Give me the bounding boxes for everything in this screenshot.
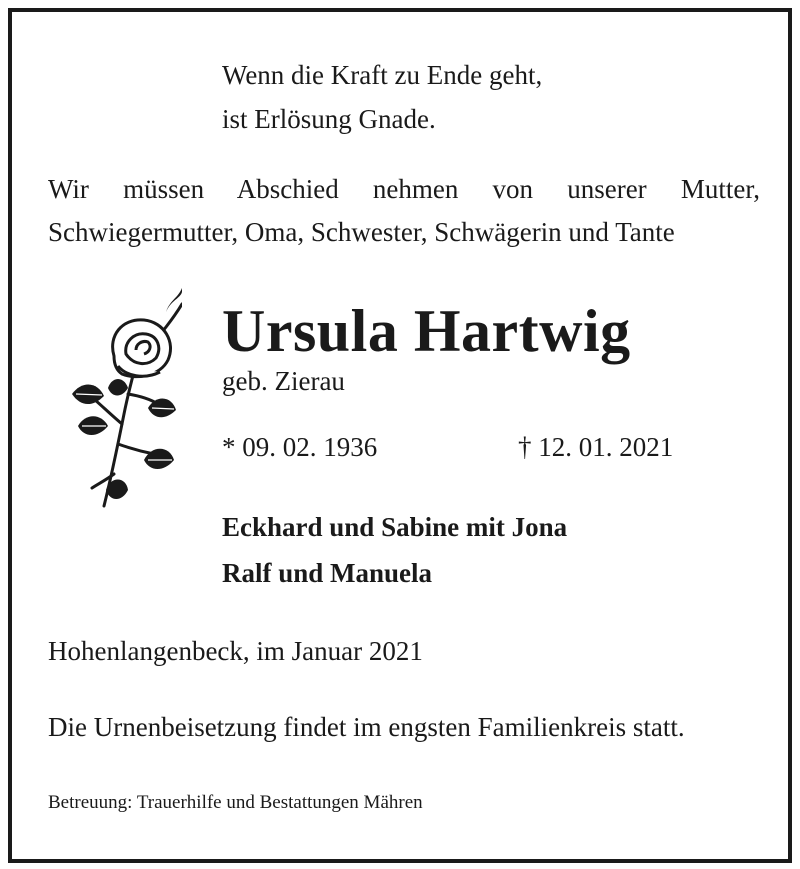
birth-name: geb. Zierau: [222, 366, 345, 396]
undertaker-credit: Betreuung: Trauerhilfe und Bestattungen Mähren: [48, 792, 423, 813]
funeral-note: Die Urnenbeisetzung findet im engsten Familienkreis statt.: [48, 712, 685, 742]
verse-line-2: ist Erlösung Gnade.: [222, 104, 436, 134]
mourner-line-2: Ralf und Manuela: [222, 558, 433, 588]
death-date: † 12. 01. 2021: [518, 432, 674, 462]
birth-date: * 09. 02. 1936: [222, 432, 378, 462]
mourner-line-1: Eckhard und Sabine mit Jona: [222, 512, 568, 542]
intro-line-1: Wir müssen Abschied nehmen von unserer Mutter,: [48, 174, 760, 204]
place-date: Hohenlangenbeck, im Januar 2021: [48, 636, 423, 666]
intro-line-2: Schwiegermutter, Oma, Schwester, Schwägerin und Tante: [48, 217, 675, 247]
deceased-name: Ursula Hartwig: [222, 298, 631, 364]
obituary-frame: [8, 8, 792, 863]
verse-line-1: Wenn die Kraft zu Ende geht,: [222, 60, 543, 90]
rose-icon: [52, 284, 182, 509]
